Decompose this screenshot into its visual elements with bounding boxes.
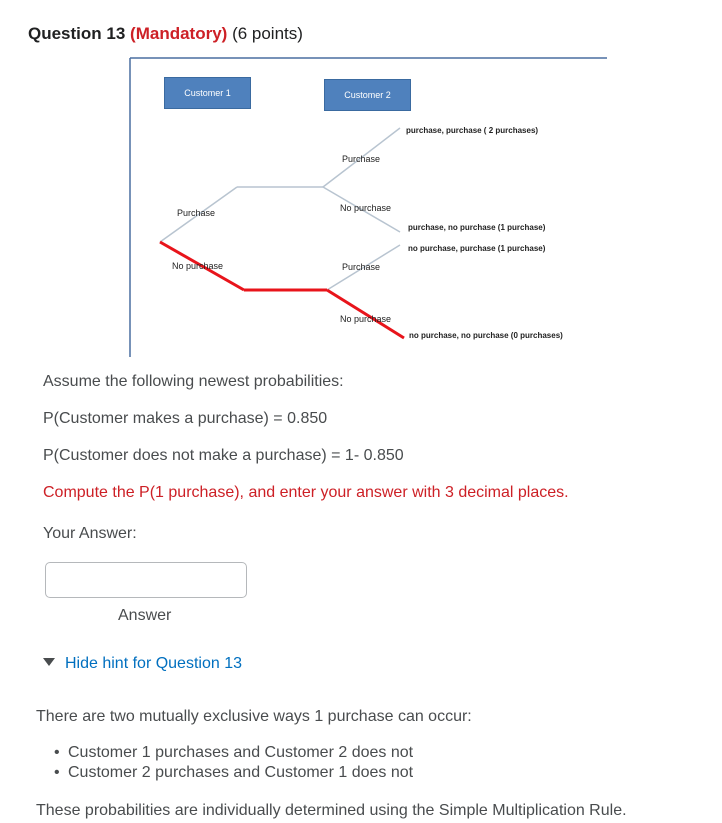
hint-conclusion: These probabilities are individually determined using the Simple Multiplication Rule. xyxy=(36,802,627,819)
outcome-no-purchase-purchase: no purchase, purchase (1 purchase) xyxy=(408,244,546,253)
c1-purchase-label: Purchase xyxy=(177,208,216,218)
hide-hint-label: Hide hint for Question 13 xyxy=(65,655,242,672)
question-header xyxy=(28,24,303,44)
c1-no-purchase-label: No purchase xyxy=(172,261,224,271)
c2-purchase-bottom-label: Purchase xyxy=(342,262,381,272)
points-label: (6 points) xyxy=(232,24,303,43)
hide-hint-toggle[interactable] xyxy=(43,655,242,673)
p-purchase-text: P(Customer makes a purchase) = 0.850 xyxy=(43,410,328,427)
outcome-purchase-purchase: purchase, purchase ( 2 purchases) xyxy=(406,126,539,135)
c2-purchase-top-label: Purchase xyxy=(342,154,381,164)
mandatory-label: (Mandatory) xyxy=(130,24,228,43)
instruction-text: Compute the P(1 purchase), and enter your answer with 3 decimal places. xyxy=(43,484,569,501)
p-no-purchase-text: P(Customer does not make a purchase) = 1- 0.850 xyxy=(43,447,404,464)
hint-bullet: • Customer 2 purchases and Customer 1 does not xyxy=(68,764,413,782)
your-answer-label: Your Answer: xyxy=(43,525,137,542)
answer-input[interactable] xyxy=(45,562,247,598)
hint-intro: There are two mutually exclusive ways 1 purchase can occur: xyxy=(36,708,472,725)
assume-text: Assume the following newest probabilities: xyxy=(43,373,344,390)
outcome-purchase-no-purchase: purchase, no purchase (1 purchase) xyxy=(408,223,546,232)
customer1-box: Customer 1 xyxy=(164,77,251,109)
c2-no-purchase-bottom-label: No purchase xyxy=(340,314,392,324)
caret-down-icon xyxy=(43,658,55,666)
c2-no-purchase-top-label: No purchase xyxy=(340,203,392,213)
customer2-box: Customer 2 xyxy=(324,79,411,111)
question-number: Question 13 xyxy=(28,24,126,43)
answer-caption: Answer xyxy=(118,607,172,624)
probability-tree-diagram xyxy=(129,57,607,357)
hint-bullet: • Customer 1 purchases and Customer 2 does not xyxy=(68,744,413,762)
outcome-no-purchase-no-purchase: no purchase, no purchase (0 purchases) xyxy=(409,331,563,340)
